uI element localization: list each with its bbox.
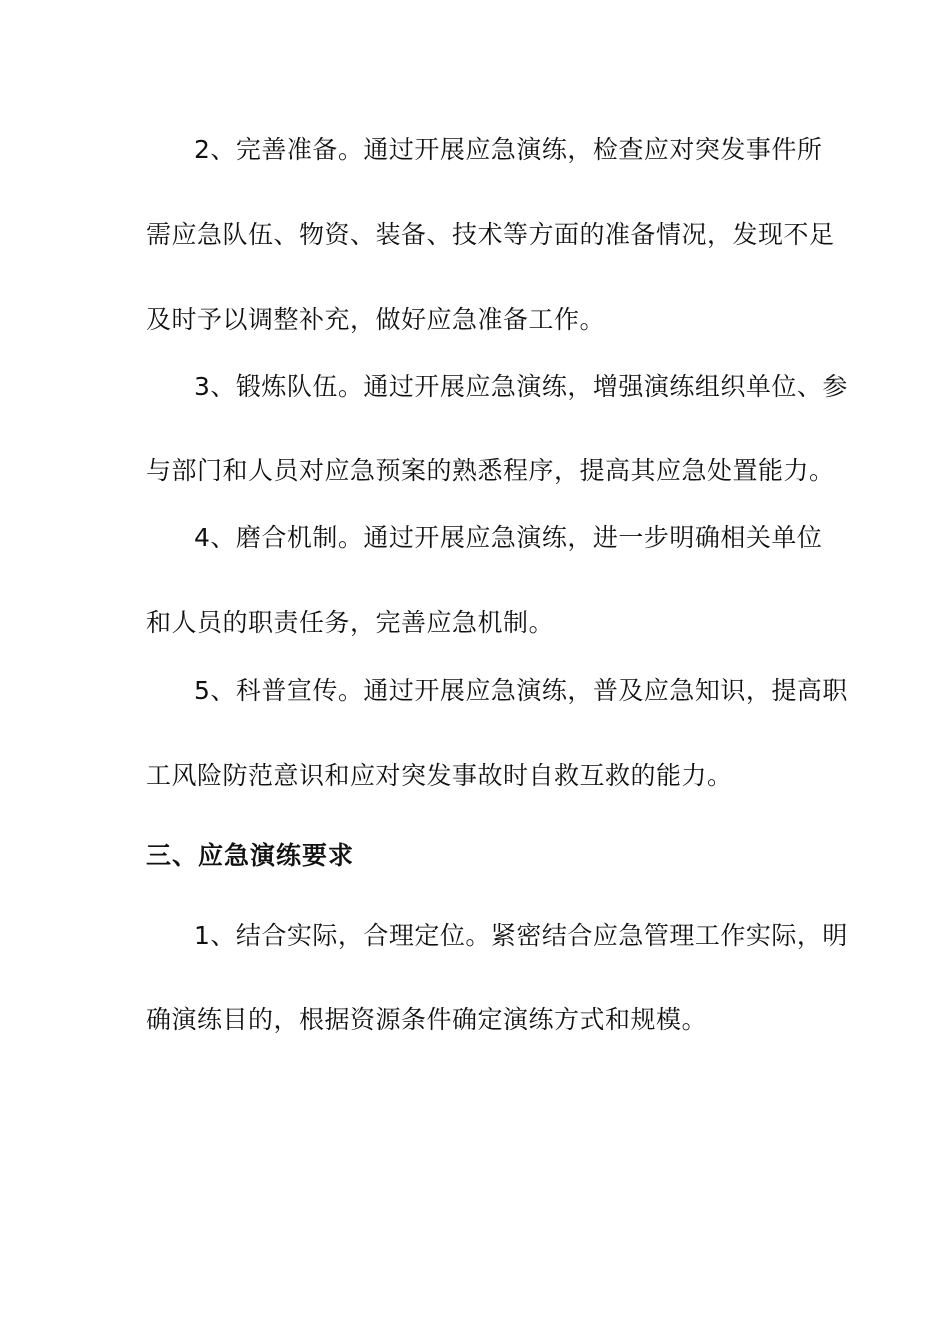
paragraph-4-line-1: 4、磨合机制。通过开展应急演练，进一步明确相关单位 [194,523,823,552]
paragraph-2-line-1: 2、完善准备。通过开展应急演练，检查应对突发事件所 [194,135,823,164]
paragraph-5-line-1: 5、科普宣传。通过开展应急演练，普及应急知识，提高职 [194,676,848,705]
paragraph-4-line-2: 和人员的职责任务，完善应急机制。 [146,608,555,637]
paragraph-5-line-2: 工风险防范意识和应对突发事故时自救互救的能力。 [146,761,733,790]
paragraph-2-line-3: 及时予以调整补充，做好应急准备工作。 [146,305,606,334]
requirement-1-line-1: 1、结合实际，合理定位。紧密结合应急管理工作实际，明 [194,921,848,950]
paragraph-2-line-2: 需应急队伍、物资、装备、技术等方面的准备情况，发现不足 [146,220,835,249]
paragraph-3-line-2: 与部门和人员对应急预案的熟悉程序，提高其应急处置能力。 [146,456,835,485]
section-heading-3: 三、应急演练要求 [146,841,355,870]
requirement-1-line-2: 确演练目的，根据资源条件确定演练方式和规模。 [146,1005,708,1034]
paragraph-3-line-1: 3、锻炼队伍。通过开展应急演练，增强演练组织单位、参 [194,372,848,401]
